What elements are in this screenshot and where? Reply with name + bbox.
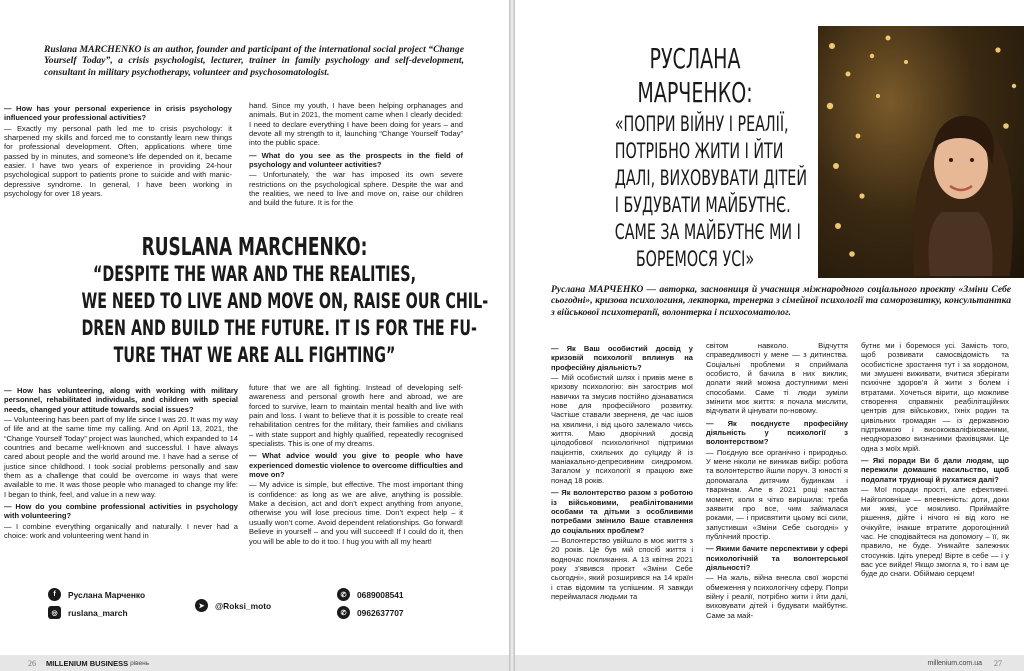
headline-ua-line: РУСЛАНА [649,42,741,75]
question-paragraph: — What do you see as the prospects in the field of psychology and volunteer activities? [249,150,463,170]
contact-instagram[interactable] [48,606,128,619]
footer-left [0,655,509,671]
headline-ua-line: МАРЧЕНКО: [637,76,753,109]
question-paragraph: — Які поради Ви б дали людям, що пережили домашнє насильство, щоб подолати труднощі й рухатися далі? [861,456,1009,484]
portrait-illustration [818,26,1024,278]
phone-number-2: 0962637707 [357,607,404,618]
phone-number-1: 0689008541 [357,589,404,600]
headline-en-line: DREN AND BUILD THE FUTURE. IT IS FOR THE FU- [81,316,477,340]
question-paragraph: — What advice would you give to people who have experienced domestic violence to overcome difficulties and move on? [249,451,463,480]
answer-paragraph: світом навколо. Відчуття справедливості у мене — з дитинства. Соціальні проблеми я сприймала особисто, й бачила в них виклик, долати який можна доступними мені способами. Саме ті люди зуміли змінити моє життя: я почала мислити, відчувати й цінувати по-новому. [706,341,848,416]
answer-paragraph: future that we are all fighting. Instead of developing self-awareness and personal growth here and abroad, we are forced to survive, learn to maintain mental health and live with pain and loss. I want to believe that it is possible to create real rehabilitation centres for the military, their families and civilians – with state support and highly qualified, repeatedly recognised specialists. This is one of my dreams. [249,383,463,449]
answer-paragraph: — Мої поради прості, але ефективні. Найголовніше — впевненість: доти, доки ми живі, усе можливо. Приймайте рішення, дійте і нічого ні від кого не очікуйте, інакше втратите дорогоцінний час. Не сподівайтеся на допомогу – її, як правило, не буде. Уникайте залежних стосунків. Ідіть уперед! Вірте в себе — і у вас усе вийде! Якщо змогла я, то і вам це буде до снаги. Обіймаю серцем! [861,485,1009,579]
facebook-name: Руслана Марченко [68,589,146,600]
headline-ua-line: БОРЕМОСЯ УСІ» [635,247,755,271]
intro-en: Ruslana MARCHENKO is an author, founder and participant of the international social project “Change Yourself Today”, a crisis psychologist, lecturer, trainer in family psychology and self-development, consultant in military psychotherapy, volunteer and psychosomatologist. [44,44,464,78]
phone-icon: ✆ [337,588,350,601]
telegram-handle: @Roksi_moto [215,600,272,611]
page-number-left: 26 [28,658,36,668]
answer-paragraph: hand. Since my youth, I have been helping orphanages and animals. But in 2021, the moment came when I clearly decided: I need to declare everything I have been doing for years – and devote all my strength to it, launching “Change Yourself Today” into the public space. [249,101,463,148]
headline-ua-line: «ПОПРИ ВІЙНУ І РЕАЛІЇ, [614,112,789,136]
phone-icon: ✆ [337,606,350,619]
answer-paragraph: — My advice is simple, but effective. The most important thing is confidence: as long as we are alive, anything is possible. Make a decision, act and don’t expect anything from anyone, otherwise you will lose precious time. Don’t expect help – it usually won’t come. Avoid dependent relationships. Go forward! Believe in yourself – and you will succeed! If I could do it, then you will be able to do it too. I hug you with all my heart! [249,480,463,546]
answer-paragraph: — Exactly my personal path led me to crisis psychology: it sharpened my skills and forced me to constantly learn new things for professional development. Often, applications where time passed by in minutes, and someone’s life depended on it, became easier. I have two years of experience in providing 24-hour psychological support to patients prone to suicide and with manic-depressive syndrome. In general, I have been working in psychology for over 18 years. [4,123,232,199]
headline-ua-line: САМЕ ЗА МАЙБУТНЄ МИ І [614,220,801,244]
contact-phone-2[interactable] [337,606,404,619]
question-paragraph: — Як Ваш особистий досвід у кризовій психології вплинув на професійну діяльність? [551,344,693,372]
ua-column-2 [706,341,848,621]
question-paragraph: — Якими бачите перспективи у сфері психологічній та волонтерської діяльності? [706,544,848,572]
headline-ua-line: І БУДУВАТИ МАЙБУТНЄ. [614,193,791,217]
intro-ua: Руслана МАРЧЕНКО — авторка, засновниця й учасниця міжнародного соціального проєкту «Зміни Себе сьогодні», кризова психологиня, лекторка, тренерка з сімейної психології та саморозвитку, консультантка з військової психотерапії, волонтерка і психосоматолог. [551,284,1011,318]
question-paragraph: — How do you combine professional activities in psychology with volunteering? [4,502,238,521]
answer-paragraph: — I combine everything organically and naturally. I never had a choice: work and volunteering went hand in [4,521,238,541]
answer-paragraph: — Мій особистий шлях і привів мене в кризову психологію: він загострив мої навички та змусив постійно дізнаватися нове для професійного розвитку. Частіше ставали зверненя, де час ішов на хвилини, і від цього залежало чиєсь життя. Маю дворічний досвід цілодобової психологічної підтримки пацієнтів, схильних до суїциду й із маніакально-депресивним синдромом. Загалом у психології я працюю вже понад 18 років. [551,373,693,485]
instagram-icon: ◎ [48,606,61,619]
contact-phone-1[interactable] [337,588,404,601]
ua-column-1 [551,341,693,602]
portrait-photo [818,26,1024,278]
en-column-2 [249,101,463,209]
footer-brand: MILLENIUM BUSINESS [46,658,129,668]
facebook-icon: f [48,588,61,601]
footer-right [515,655,1024,671]
ua-column-3 [861,341,1009,580]
right-page [515,0,1024,671]
footer-url[interactable]: millenium.com.ua [927,659,982,667]
question-paragraph: — Як волонтерство разом з роботою із військовими, реабілітованими особами та дітьми з особливими потребами змінило Ваше ставлення до соціальних проблем? [551,488,693,535]
en-column-4 [249,383,463,547]
question-paragraph: — How has your personal experience in crisis psychology influenced your professional activities? [4,104,232,123]
en-column-1 [4,101,232,199]
en-column-3 [4,383,238,542]
contact-facebook[interactable] [48,588,145,601]
instagram-handle: ruslana_march [68,607,128,618]
telegram-icon: ➤ [195,599,208,612]
answer-paragraph: бутнє ми і боремося усі. Замість того, щоб розвивати самосвідомість та особистісне зростання тут і за кордоном, ми змушені виживати, вчитися зберігати психічне здоров’я й жити з болем і втратами. Хочеться вірити, що можливе створення справжніх реабілітаційних центрів для військових, їхніх родин та цивільних громадян — із державною підтримкою і висококваліфікованими, неодноразово визнаними фахівцями. Це одна з моїх мрій. [861,341,1009,453]
headline-ua-line: ДАЛІ, ВИХОВУВАТИ ДІТЕЙ [614,166,808,190]
left-page [0,0,509,671]
contact-telegram[interactable] [195,599,271,612]
answer-paragraph: — На жаль, війна внесла свої жорсткі обмеження у психологічну сферу. Попри війну і реалії, потрібно жити і йти далі, виховувати дітей і будувати майбутнє. Саме за май- [706,573,848,620]
answer-paragraph: — Unfortunately, the war has imposed its own severe restrictions on the psychological sphere. Despite the war and the realities, we need to live and move on, raise our children and build the future. It is for the [249,170,463,208]
page-number-right: 27 [994,658,1002,668]
answer-paragraph: — Volunteering has been part of my life since I was 20. It was my way of life and at the same time my calling. And on April 13, 2021, the “Change Yourself Today” project was launched, which expanded to 14 countries and became well-known and successful. I have always cared about people and the world around me. I have had a sense of justice since childhood. I took social problems personally and saw them as a challenge that could be overcome in ways that were available to me. It was those people who managed to change my life: I began to think, feel, and value in a new way. [4,415,238,499]
question-paragraph: — Як поєднуєте професійну діяльність у психології з волонтерством? [706,418,848,447]
headline-en-line: RUSLANA MARCHENKO: [141,232,368,261]
headline-ua-line: ПОТРІБНО ЖИТИ І ЙТИ [614,139,784,163]
headline-en-line: WE NEED TO LIVE AND MOVE ON, RAISE OUR CHIL- [81,289,489,313]
footer-brand-suffix: рівень [130,659,150,667]
answer-paragraph: — Поєдную все органічно і природньо. У мене ніколи не виникав вибір: робота та волонтерство йшли поруч. З юності я допомагала дитячим будинкам і тваринам. Але в 2021 році настав момент, коли я чітко вирішила: треба заявити про все, чим займалася роками, — і присвятити цьому всі сили, запустивши «Зміни Себе сьогодні» у публічний простір. [706,447,848,541]
question-paragraph: — How has volunteering, along with working with military personnel, rehabilitated individuals, and children with special needs, changed your attitude towards social issues? [4,386,238,414]
headline-en-line: TURE THAT WE ARE ALL FIGHTING” [113,343,396,367]
answer-paragraph: — Волонтерство увійшло в моє життя з 20 років. Це був мій спосіб життя і водночас покликання. А 13 квітня 2021 року з’явився проєкт «Зміни Себе сьогодні», який розширився на 14 країн і став відомим та успішним. Я завжди переймалася людьми та [551,535,693,601]
headline-en-line: “DESPITE THE WAR AND THE REALITIES, [92,262,417,286]
